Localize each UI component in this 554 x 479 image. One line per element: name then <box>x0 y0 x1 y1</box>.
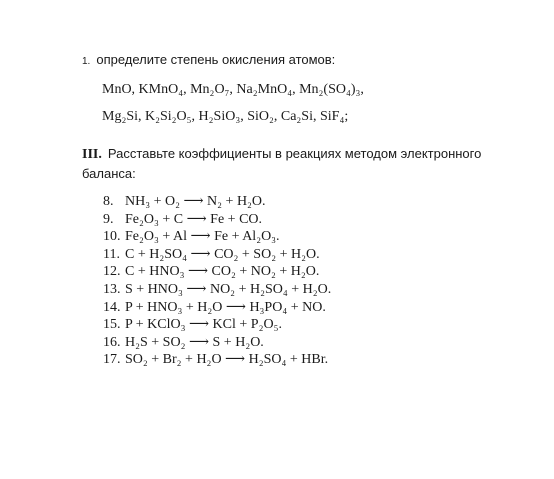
reaction-number: 14. <box>103 299 121 315</box>
reaction-item <box>103 193 331 211</box>
reaction-equation: Fe₂O₃ + C ⟶ Fe + CO. <box>125 211 263 227</box>
task-1-text: определите степень окисления атомов: <box>96 52 336 67</box>
reaction-item <box>103 263 331 281</box>
reaction-item <box>103 351 331 369</box>
reaction-item <box>103 281 331 299</box>
section-3 <box>82 144 482 184</box>
reaction-number: 9. <box>103 211 114 227</box>
reaction-equation: P + KClO₃ ⟶ KCl + P₂O₅. <box>125 317 282 333</box>
reaction-equation: H₂S + SO₂ ⟶ S + H₂O. <box>125 334 264 350</box>
reaction-equation: S + HNO₃ ⟶ NO₂ + H₂SO₄ + H₂O. <box>125 281 332 297</box>
task-1 <box>82 52 335 67</box>
reaction-equation: P + HNO₃ + H₂O ⟶ H₃PO₄ + NO. <box>125 299 326 315</box>
reaction-number: 13. <box>103 281 121 297</box>
section-3-number: III. <box>82 147 102 162</box>
reaction-number: 8. <box>103 194 114 209</box>
reaction-item <box>103 299 331 317</box>
reaction-list <box>103 193 331 369</box>
reaction-number: 10. <box>103 229 121 245</box>
reaction-item <box>103 316 331 334</box>
reaction-item <box>103 246 331 264</box>
reaction-equation: Fe₂O₃ + Al ⟶ Fe + Al₂O₃. <box>125 229 280 245</box>
task-1-number: 1. <box>82 56 91 67</box>
reaction-equation: NH₃ + O₂ ⟶ N₂ + H₂O. <box>125 194 266 209</box>
compounds-line-1: MnO, KMnO₄, Mn₂O₇, Na₂MnO₄, Mn₂(SO₄)₃, <box>102 82 364 97</box>
reaction-item <box>103 228 331 246</box>
reaction-equation: C + H₂SO₄ ⟶ CO₂ + SO₂ + H₂O. <box>125 246 320 262</box>
reaction-item <box>103 334 331 352</box>
compounds-line-2: Mg₂Si, K₂Si₂O₅, H₂SiO₃, SiO₂, Ca₂Si, SiF₄; <box>102 109 349 124</box>
reaction-number: 17. <box>103 352 121 368</box>
reaction-number: 12. <box>103 264 121 280</box>
reaction-equation: C + HNO₃ ⟶ CO₂ + NO₂ + H₂O. <box>125 264 320 280</box>
reaction-number: 16. <box>103 334 121 350</box>
reaction-item <box>103 211 331 229</box>
section-3-text: Расставьте коэффициенты в реакциях методом электронного баланса: <box>82 146 482 181</box>
reaction-number: 15. <box>103 317 121 333</box>
reaction-number: 11. <box>103 246 120 262</box>
reaction-equation: SO₂ + Br₂ + H₂O ⟶ H₂SO₄ + HBr. <box>125 352 329 368</box>
